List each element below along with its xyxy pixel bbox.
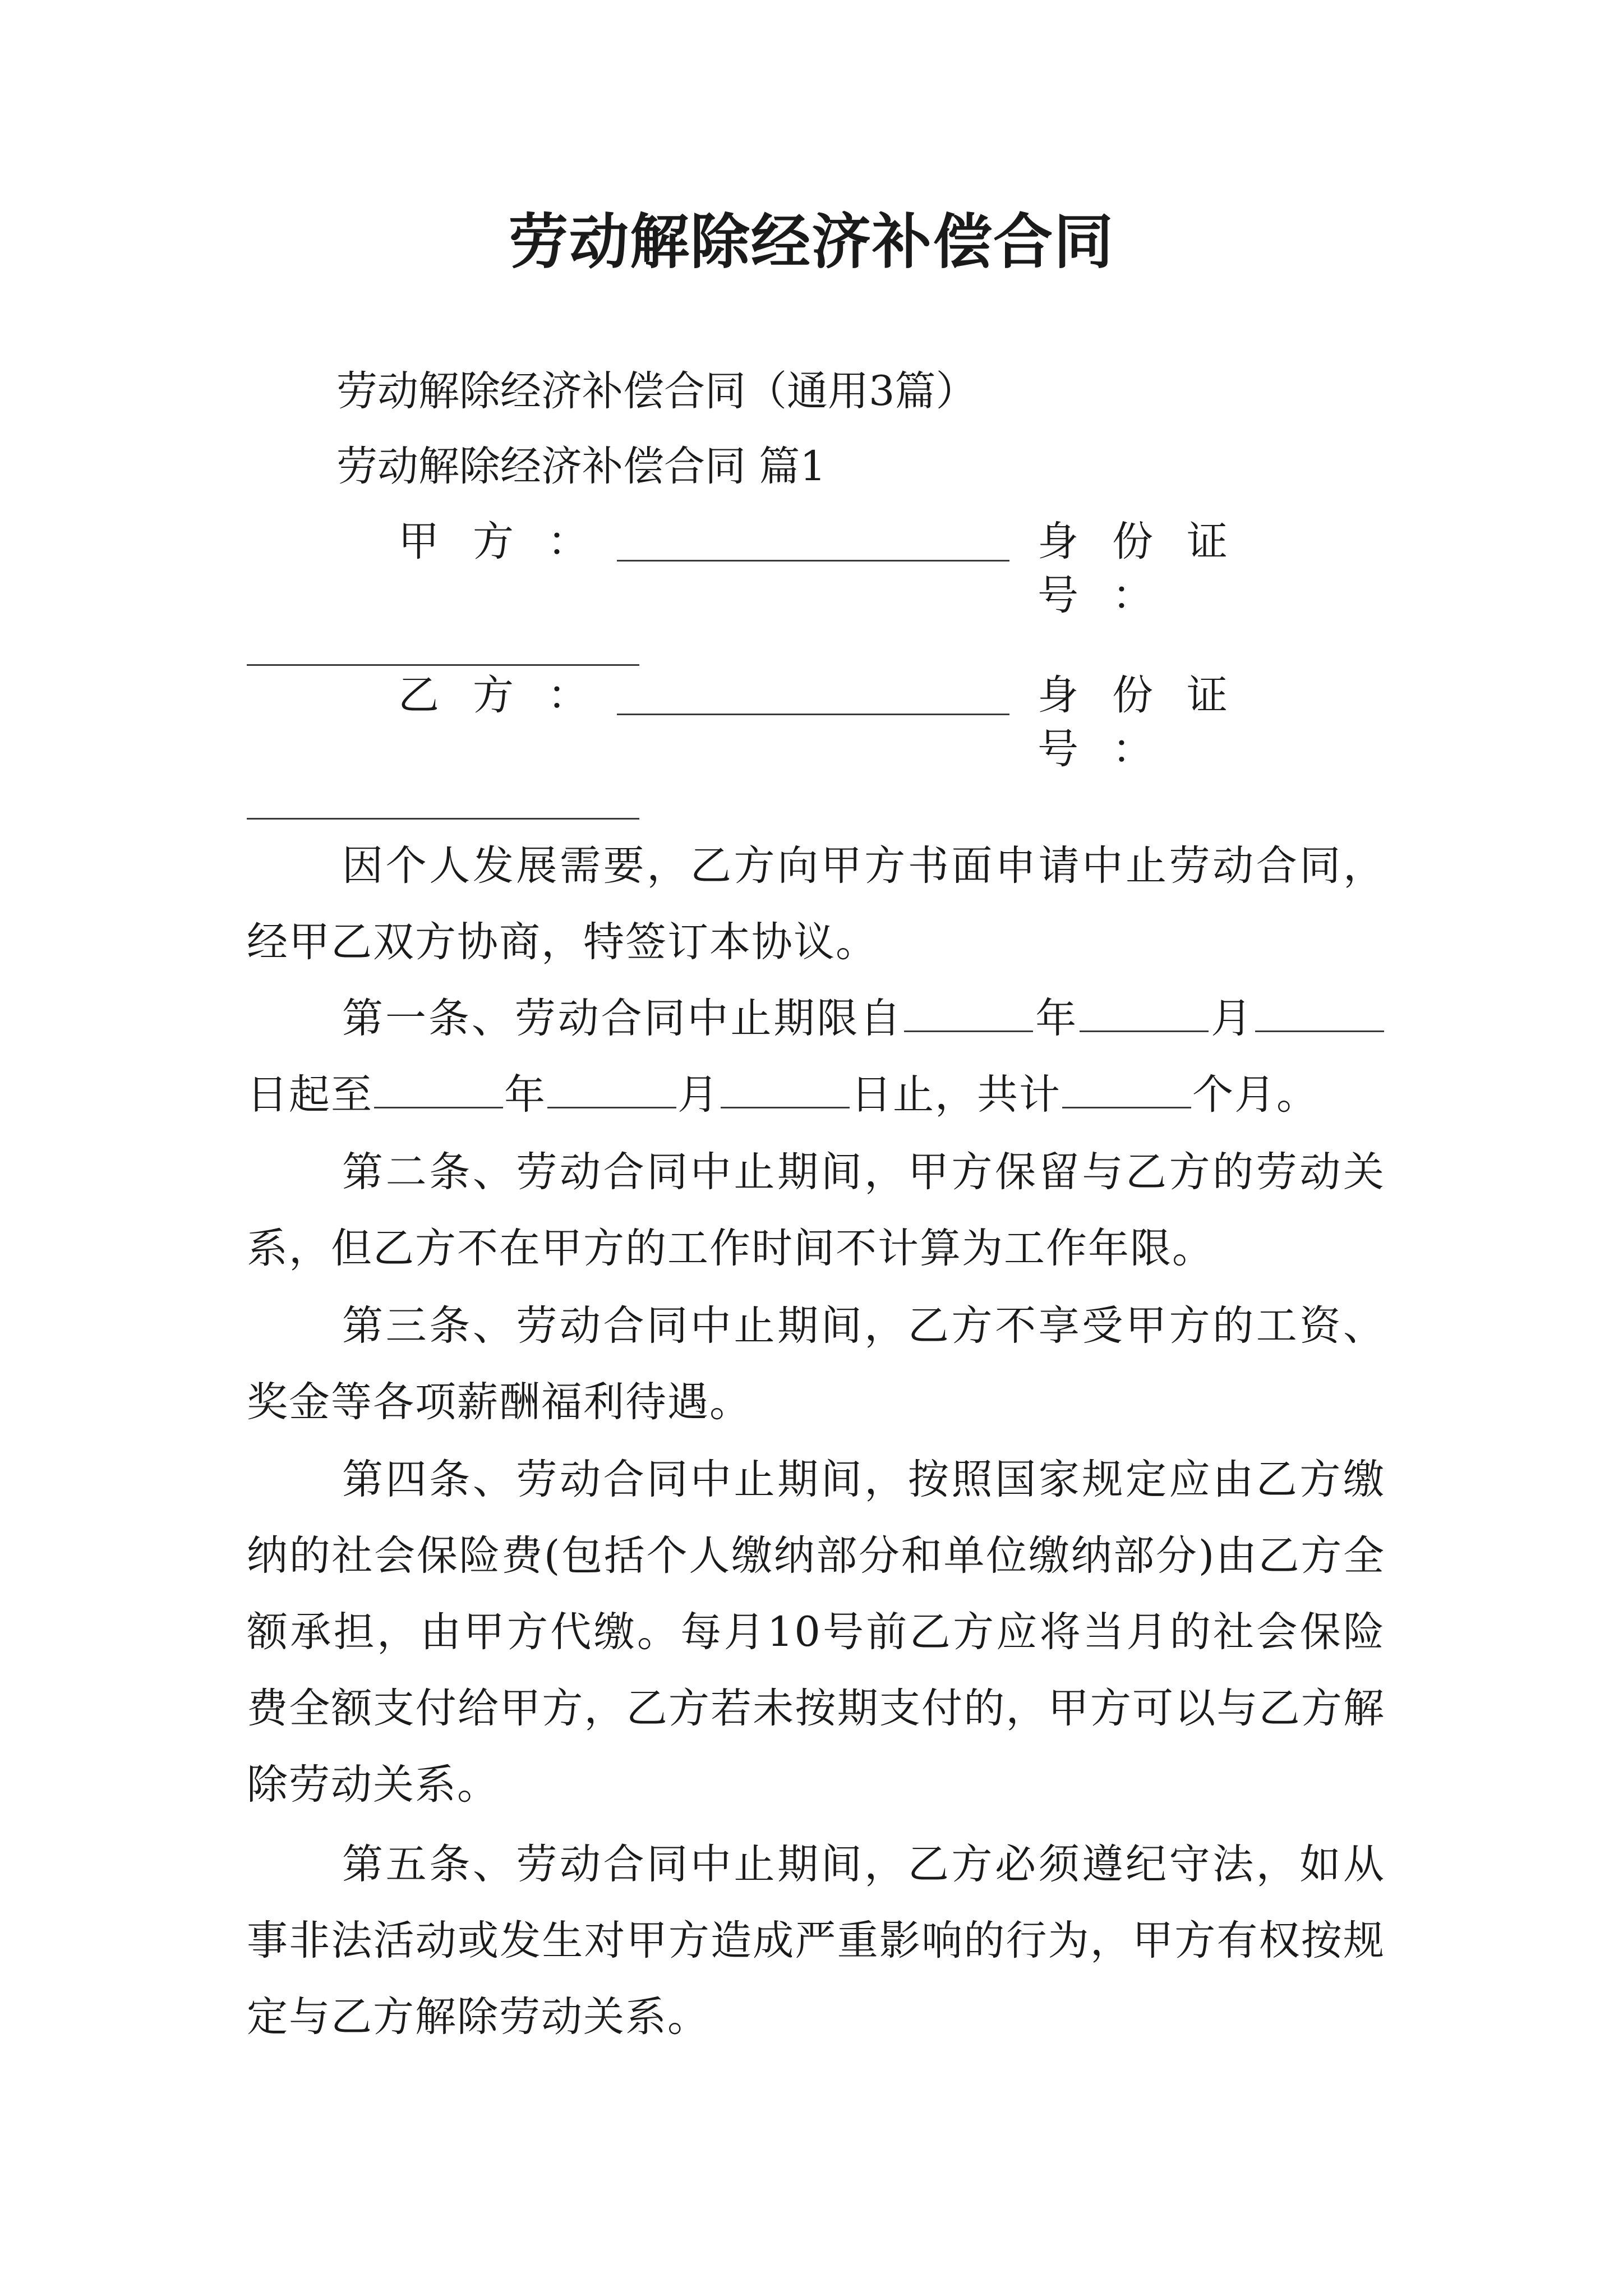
start-day-blank[interactable] <box>1255 996 1384 1032</box>
intro-paragraph: 因个人发展需要，乙方向甲方书面申请中止劳动合同，经甲乙双方协商，特签订本协议。 <box>247 842 1385 966</box>
party-b-name-field[interactable] <box>617 669 1009 715</box>
article-2-paragraph: 第二条、劳动合同中止期间，甲方保留与乙方的劳动关系，但乙方不在甲方的工作时间不计算为工作年限。 <box>247 1148 1385 1272</box>
section-heading: 劳动解除经济补偿合同 篇1 <box>336 443 826 490</box>
end-day-blank[interactable] <box>721 1072 850 1108</box>
start-year-blank[interactable] <box>904 996 1033 1032</box>
party-b-id-label: 身份证号： <box>1038 671 1261 773</box>
party-b-row <box>247 669 1385 773</box>
party-b-label: 乙方： <box>398 671 622 719</box>
article-5-paragraph: 第五条、劳动合同中止期间，乙方必须遵纪守法，如从事非法活动或发生对甲方造成严重影响的行为，甲方有权按规定与乙方解除劳动关系。 <box>247 1841 1385 2041</box>
document-subtitle: 劳动解除经济补偿合同（通用3篇） <box>336 367 977 415</box>
months-end-label: 个月。 <box>1192 1071 1318 1119</box>
article-4-paragraph: 第四条、劳动合同中止期间，按照国家规定应由乙方缴纳的社会保险费(包括个人缴纳部分和单位缴纳部分)由乙方全额承担，由甲方代缴。每月10号前乙方应将当月的社会保险费全额支付给甲方，乙方若未按期支付的，甲方可以与乙方解除劳动关系。 <box>247 1456 1385 1809</box>
end-month-blank[interactable] <box>547 1072 676 1108</box>
party-a-row <box>247 515 1385 619</box>
year-label: 年 <box>1034 995 1079 1042</box>
party-a-id-field[interactable] <box>247 617 639 666</box>
party-a-label: 甲方： <box>398 518 622 565</box>
day-to-label: 日止，共计 <box>851 1071 1061 1119</box>
month-label: 月 <box>1210 995 1255 1042</box>
end-year-blank[interactable] <box>374 1072 503 1108</box>
article-1-paragraph <box>247 981 1385 1133</box>
party-b-id-field[interactable] <box>247 771 639 820</box>
document-title: 劳动解除经济补偿合同 <box>509 208 1114 277</box>
party-a-name-field[interactable] <box>617 515 1009 562</box>
month2-label: 月 <box>677 1071 720 1119</box>
party-a-id-label: 身份证号： <box>1038 518 1261 619</box>
day-from-label: 日起至 <box>247 1071 373 1119</box>
article-3-paragraph: 第三条、劳动合同中止期间，乙方不享受甲方的工资、奖金等各项薪酬福利待遇。 <box>247 1302 1385 1426</box>
article-1-text: 第一条、劳动合同中止期限自 <box>342 995 903 1042</box>
total-months-blank[interactable] <box>1062 1072 1191 1108</box>
start-month-blank[interactable] <box>1080 996 1209 1032</box>
year2-label: 年 <box>504 1071 546 1119</box>
